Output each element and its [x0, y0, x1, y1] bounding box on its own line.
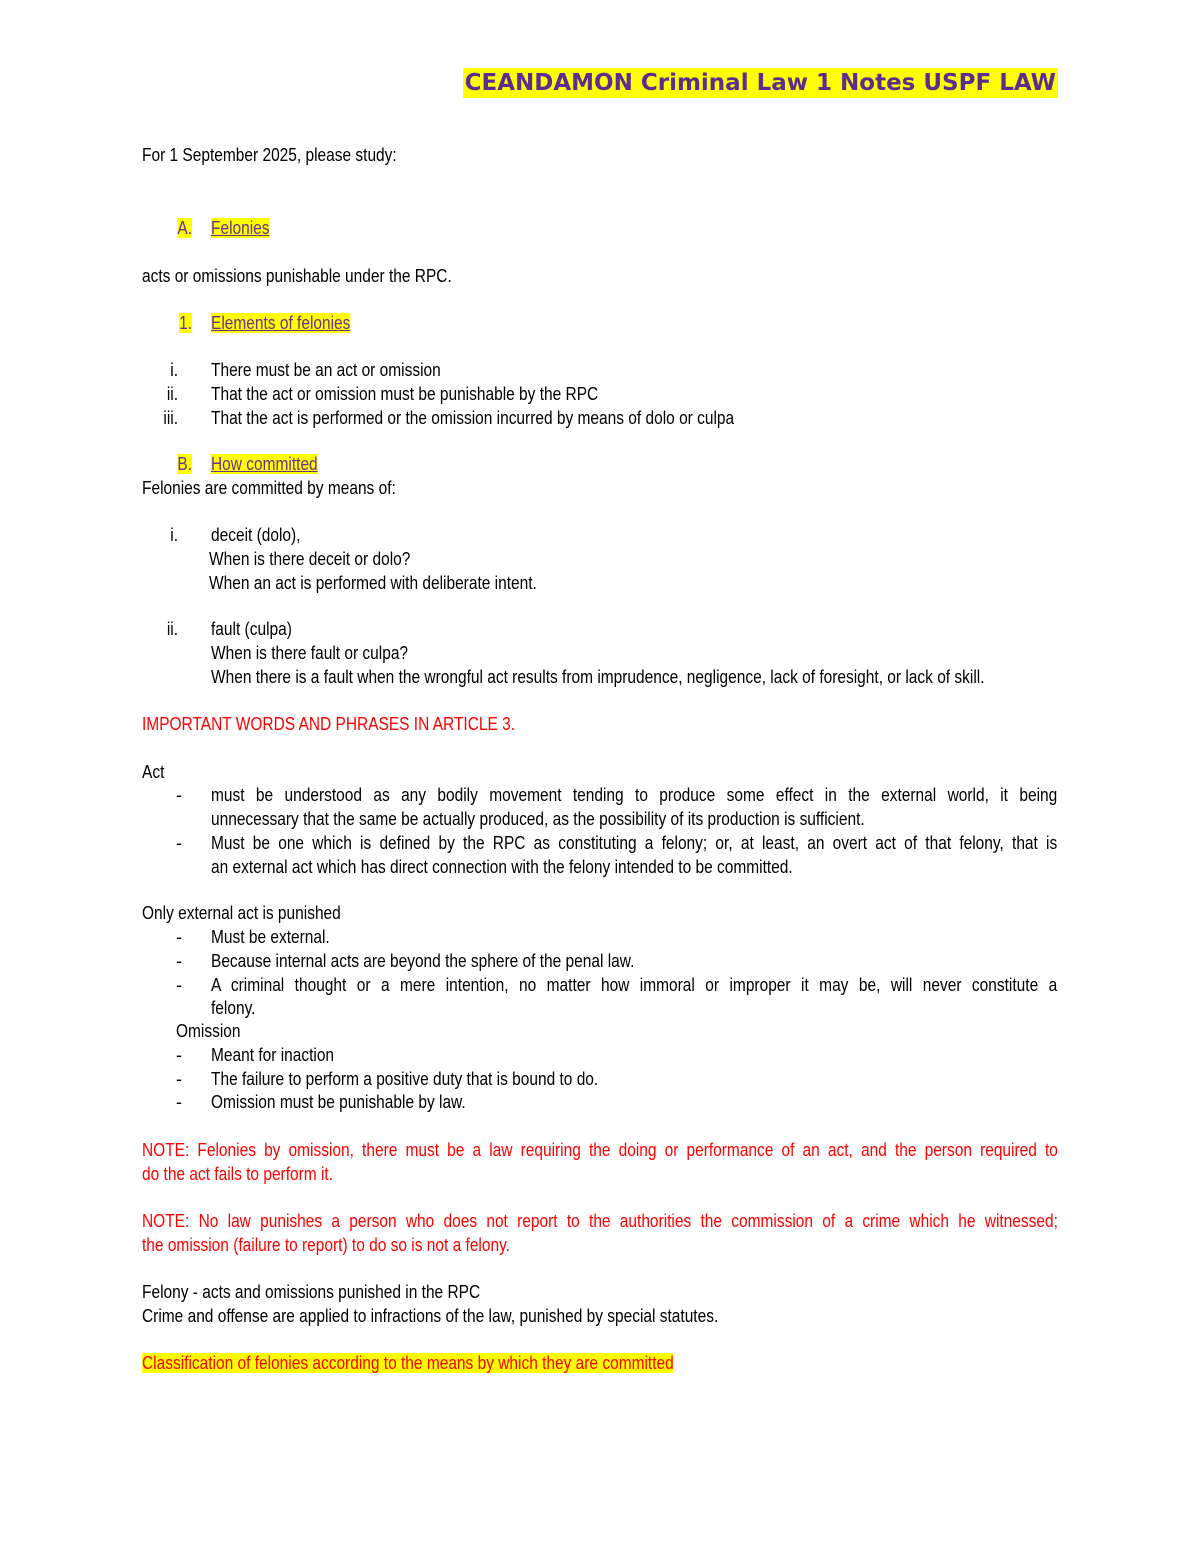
act-bullet-line: an external act which has direct connection with the felony intended to be committed.	[211, 857, 793, 877]
bullet-dash: -	[176, 785, 182, 805]
crime-definition: Crime and offense are applied to infractions of the law, punished by special statutes.	[142, 1306, 719, 1326]
section-a-marker: A.	[177, 218, 192, 238]
means-marker: ii.	[166, 619, 178, 639]
omission-bullet: Omission must be punishable by law.	[211, 1092, 466, 1112]
means-title: fault (culpa)	[211, 619, 292, 639]
elements-heading	[211, 311, 350, 335]
external-heading: Only external act is punished	[142, 903, 341, 923]
element-item: That the act or omission must be punishable by the RPC	[211, 384, 599, 404]
element-item: There must be an act or omission	[211, 360, 441, 380]
omission-bullet: Meant for inaction	[211, 1045, 335, 1065]
classification-text: Classification of felonies according to the means by which they are committed	[142, 1353, 674, 1373]
felony-definition: Felony - acts and omissions punished in the RPC	[142, 1282, 481, 1302]
felonies-definition: acts or omissions punishable under the RPC.	[142, 266, 452, 286]
bullet-dash: -	[176, 927, 182, 947]
important-heading: IMPORTANT WORDS AND PHRASES IN ARTICLE 3.	[142, 714, 516, 734]
section-b-intro: Felonies are committed by means of:	[142, 478, 396, 498]
section-b-heading	[211, 452, 318, 476]
means-answer: When there is a fault when the wrongful act results from imprudence, negligence, lack of foresight, or lack of skill.	[211, 667, 985, 687]
bullet-dash: -	[176, 951, 182, 971]
bullet-dash: -	[176, 1092, 182, 1112]
intro-text: For 1 September 2025, please study:	[142, 145, 397, 165]
section-a-label: Felonies	[211, 218, 270, 238]
note-line: the omission (failure to report) to do so is not a felony.	[142, 1235, 510, 1255]
omission-bullet: The failure to perform a positive duty that is bound to do.	[211, 1069, 599, 1089]
bullet-dash: -	[176, 1045, 182, 1065]
note-line: do the act fails to perform it.	[142, 1164, 334, 1184]
bullet-dash: -	[176, 1069, 182, 1089]
external-bullet: felony.	[211, 998, 256, 1018]
note-line: NOTE: No law punishes a person who does not report to the authorities the commission of a crime which he witnessed;	[142, 1211, 1058, 1231]
section-b-label: How committed	[211, 454, 318, 474]
section-a-heading	[211, 216, 270, 240]
element-item: That the act is performed or the omission incurred by means of dolo or culpa	[211, 408, 735, 428]
act-heading: Act	[142, 762, 165, 782]
external-bullet: Must be external.	[211, 927, 330, 947]
document-title: CEANDAMON Criminal Law 1 Notes USPF LAW	[464, 70, 1056, 96]
bullet-dash: -	[176, 833, 182, 853]
act-bullet-line: Must be one which is defined by the RPC as constituting a felony; or, at least, an overt act of that felony, that is	[211, 833, 1058, 853]
means-title: deceit (dolo),	[211, 525, 301, 545]
element-marker: ii.	[166, 384, 178, 404]
means-question: When is there fault or culpa?	[211, 643, 409, 663]
elements-marker: 1.	[179, 313, 192, 333]
elements-label: Elements of felonies	[211, 313, 351, 333]
act-bullet-line: must be understood as any bodily movement tending to produce some effect in the external world, it being	[211, 785, 1058, 805]
bullet-dash: -	[176, 975, 182, 995]
note-line: NOTE: Felonies by omission, there must be a law requiring the doing or performance of an act, and the person required to	[142, 1140, 1058, 1160]
means-question: When is there deceit or dolo?	[209, 549, 411, 569]
element-marker: iii.	[163, 408, 178, 428]
act-bullet-line: unnecessary that the same be actually produced, as the possibility of its production is sufficient.	[211, 809, 865, 829]
section-b-marker: B.	[177, 454, 192, 474]
external-bullet: A criminal thought or a mere intention, no matter how immoral or improper it may be, will never constitute a	[211, 975, 1058, 995]
omission-heading: Omission	[176, 1021, 241, 1041]
element-marker: i.	[170, 360, 178, 380]
classification-heading	[142, 1351, 674, 1375]
means-marker: i.	[170, 525, 178, 545]
means-answer: When an act is performed with deliberate intent.	[209, 573, 537, 593]
external-bullet: Because internal acts are beyond the sphere of the penal law.	[211, 951, 635, 971]
